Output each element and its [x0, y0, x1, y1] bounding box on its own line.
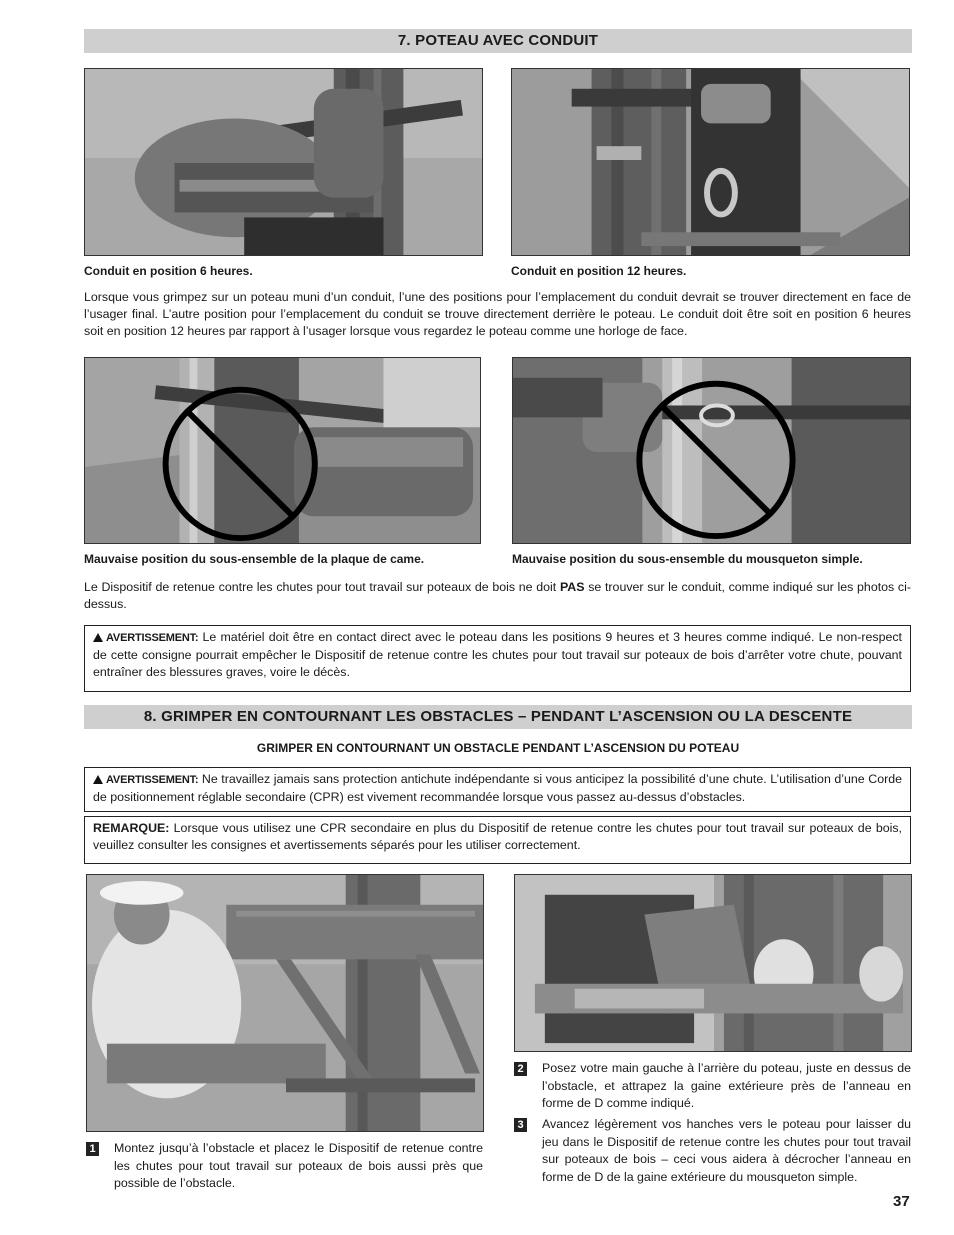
section-7-title: 7. POTEAU AVEC CONDUIT [84, 29, 912, 53]
photo-climb-to-obstacle [86, 874, 484, 1132]
caption-conduit-12: Conduit en position 12 heures. [511, 264, 687, 278]
warning-triangle-icon [93, 775, 103, 784]
photo-hand-behind-pole [514, 874, 912, 1052]
conduit-paragraph: Lorsque vous grimpez sur un poteau muni d’un conduit, l’une des positions pour l’emplacement du conduit devrait se trouver directement en face de l’usager final. L’autre position pour l’emplacement du conduit se trouve directement derrière le poteau. Le conduit doit être soit en position 6 heures soit en position 12 heures par rapport à l’usager lorsque vous regardez le poteau comme une horloge de face. [84, 290, 911, 338]
step-number: 1 [86, 1142, 99, 1156]
warning-label: AVERTISSEMENT: [106, 774, 199, 786]
caption-wrong-cam-plate: Mauvaise position du sous-ensemble de la plaque de came. [84, 552, 425, 566]
paragraph-text: Le Dispositif de retenue contre les chutes pour tout travail sur poteaux de bois ne doit [84, 580, 560, 594]
step-number: 2 [514, 1062, 527, 1076]
section-8-subtitle: GRIMPER EN CONTOURNANT UN OBSTACLE PENDANT L’ASCENSION DU POTEAU [256, 741, 740, 755]
warning-triangle-icon [93, 633, 103, 642]
warning-text: Ne travaillez jamais sans protection antichute indépendante si vous anticipez la possibilité d’une chute. L’utilisation d’une Corde de positionnement réglable secondaire (CPR) est vivement recommandée lorsque vous passez au-dessus d’obstacles. [93, 772, 902, 804]
step-text: Montez jusqu’à l’obstacle et placez le Dispositif de retenue contre les chutes pour tout travail sur poteaux de bois aussi près que possible de l’obstacle. [114, 1141, 483, 1190]
warning-text: Le matériel doit être en contact direct avec le poteau dans les positions 9 heures et 3 heures comme indiqué. Le non-respect de cette consigne pourrait empêcher le Dispositif de retenue contre les chutes pour tout travail sur poteaux de bois d’arrêter votre chute, pouvant entraîner des blessures graves, voire le décès. [93, 630, 902, 679]
step-text: Posez votre main gauche à l’arrière du poteau, juste en dessus de l’obstacle, et attrapez la gaine extérieure près de l’anneau en forme de D comme indiqué. [542, 1061, 911, 1110]
step-3 [514, 1116, 911, 1186]
page-number: 37 [893, 1193, 910, 1210]
note-text: Lorsque vous utilisez une CPR secondaire en plus du Dispositif de retenue contre les chutes pour tout travail sur poteaux de bois, veuillez consulter les consignes et avertissements séparés pour les utiliser correctement. [93, 821, 902, 852]
note-box [84, 816, 911, 864]
step-number: 3 [514, 1118, 527, 1132]
step-1 [86, 1140, 483, 1193]
photo-wrong-snap-hook [512, 357, 911, 544]
photo-conduit-6-oclock [84, 68, 483, 256]
paragraph-text: se trouver sur le conduit, comme indiqué sur les photos ci-dessus. [84, 580, 912, 611]
note-label: REMARQUE: [93, 821, 170, 835]
conduit-not-allowed-paragraph [84, 579, 911, 613]
warning-box-contact [84, 625, 911, 692]
paragraph-emphasis: PAS [559, 580, 585, 594]
warning-box-fall-protection [84, 767, 911, 812]
caption-wrong-snap-hook: Mauvaise position du sous-ensemble du mousqueton simple. [512, 552, 863, 566]
caption-conduit-6: Conduit en position 6 heures. [84, 264, 253, 278]
warning-label: AVERTISSEMENT: [106, 632, 199, 644]
step-text: Avancez légèrement vos hanches vers le poteau pour laisser du jeu dans le Dispositif de retenue contre les chutes pour tout travail sur poteaux de bois – ceci vous aidera à décrocher l’anneau en forme de D de la gaine extérieure du mousqueton simple. [542, 1117, 911, 1184]
step-2 [514, 1060, 911, 1113]
section-8-title: 8. GRIMPER EN CONTOURNANT LES OBSTACLES – PENDANT L’ASCENSION OU LA DESCENTE [84, 705, 912, 729]
photo-conduit-12-oclock [511, 68, 910, 256]
photo-wrong-cam-plate [84, 357, 481, 544]
